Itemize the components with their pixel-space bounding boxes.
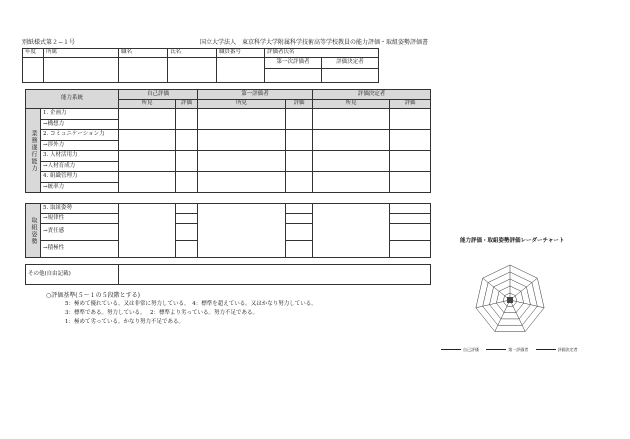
group-attitude: 取組姿勢: [26, 204, 41, 258]
decide-rating-cell[interactable]: [390, 151, 431, 172]
info-table: [22, 48, 379, 83]
decide-rating-cell[interactable]: [390, 109, 431, 130]
decide-rating-cell[interactable]: [390, 172, 431, 193]
evaluator-names-header: 評価者氏名: [265, 49, 379, 58]
ability-subitem: →渉外力: [41, 140, 119, 151]
decide-rating-cell[interactable]: [390, 214, 431, 224]
decide-rating-cell[interactable]: [390, 241, 431, 258]
radar-chart: [470, 262, 550, 342]
first-rating-header: 評価: [286, 100, 313, 109]
first-rating-cell[interactable]: [286, 214, 313, 224]
group-business-ability: 業務遂行能力: [26, 109, 41, 193]
radar-center: [507, 297, 513, 303]
self-remarks-header: 所見: [119, 100, 176, 109]
document-title: 国立大学法人 東京科学大学附属科学技術高等学校教員の能力評価・取組姿勢評価書: [200, 39, 429, 46]
other-table: [25, 264, 431, 285]
first-remarks-cell[interactable]: [198, 204, 286, 258]
chart-legend: [441, 346, 584, 353]
self-rating-cell[interactable]: [176, 214, 198, 224]
year-value[interactable]: [23, 58, 44, 83]
decide-rating-cell[interactable]: [390, 204, 431, 214]
first-eval-header: 第一評価者: [198, 90, 313, 100]
decide-eval-header: 評価決定者: [313, 90, 431, 100]
radar-grid: [476, 265, 544, 332]
decide-remarks-cell[interactable]: [313, 130, 390, 151]
position-value[interactable]: [119, 58, 168, 83]
decider-name[interactable]: [322, 69, 379, 83]
legend-item-decide: 評価決定者: [536, 347, 578, 353]
self-eval-header: 自己評価: [119, 90, 198, 100]
decide-remarks-cell[interactable]: [313, 172, 390, 193]
first-rating-cell[interactable]: [286, 224, 313, 241]
affiliation-value[interactable]: [44, 58, 119, 83]
self-rating-cell[interactable]: [176, 172, 198, 193]
attitude-subitem: →規律性: [41, 214, 119, 224]
attitude-item: 5. 取組姿勢: [41, 204, 119, 214]
decide-rating-cell[interactable]: [390, 224, 431, 241]
name-value[interactable]: [168, 58, 217, 83]
chart-title: 能力評価・取組姿勢評価レーダーチャート: [460, 238, 565, 244]
decide-remarks-cell[interactable]: [313, 109, 390, 130]
self-remarks-cell[interactable]: [119, 204, 176, 258]
ability-item: 4. 組織管理力: [41, 172, 119, 183]
staff-number-header: 職員番号: [217, 49, 265, 58]
first-rating-cell[interactable]: [286, 172, 313, 193]
ability-table: [25, 89, 431, 193]
self-remarks-cell[interactable]: [119, 172, 176, 193]
decide-remarks-cell[interactable]: [313, 151, 390, 172]
self-remarks-cell[interactable]: [119, 151, 176, 172]
ability-system-header: 能力系統: [26, 90, 119, 109]
ability-item: 1. 企画力: [41, 109, 119, 120]
decide-rating-header: 評価: [390, 100, 431, 109]
year-header: 年度: [23, 49, 44, 58]
ability-subitem: →統率力: [41, 182, 119, 193]
self-rating-cell[interactable]: [176, 151, 198, 172]
criteria-line-2: 3：標準である。努力している。 2：標準より劣っている。努力不足である。: [65, 310, 258, 316]
ability-subitem: →構想力: [41, 119, 119, 130]
form-number: 別紙様式第２−１号: [22, 39, 76, 46]
criteria-line-1: 5：極めて優れている。又は非常に努力している。 4：標準を超えている。又はかなり努力している。: [65, 301, 317, 307]
first-rating-cell[interactable]: [286, 151, 313, 172]
self-rating-header: 評価: [176, 100, 198, 109]
first-remarks-cell[interactable]: [198, 109, 286, 130]
first-rating-cell[interactable]: [286, 130, 313, 151]
decide-remarks-cell[interactable]: [313, 204, 390, 258]
self-rating-cell[interactable]: [176, 224, 198, 241]
name-header: 氏名: [168, 49, 217, 58]
self-remarks-cell[interactable]: [119, 130, 176, 151]
ability-subitem: →人材育成力: [41, 161, 119, 172]
self-rating-cell[interactable]: [176, 109, 198, 130]
ability-item: 3. 人材活用力: [41, 151, 119, 162]
criteria-line-3: 1：極めて劣っている。かなり努力不足である。: [65, 319, 185, 325]
first-evaluator-header: 第一次評価者: [265, 58, 322, 69]
first-evaluator-name[interactable]: [265, 69, 322, 83]
first-remarks-cell[interactable]: [198, 130, 286, 151]
decide-remarks-header: 所見: [313, 100, 390, 109]
first-rating-cell[interactable]: [286, 204, 313, 214]
first-remarks-cell[interactable]: [198, 151, 286, 172]
self-rating-cell[interactable]: [176, 241, 198, 258]
other-free-text[interactable]: [119, 265, 431, 285]
attitude-table: [25, 203, 431, 258]
ability-item: 2. コミュニケーション力: [41, 130, 119, 141]
legend-item-first: 第一評価者: [486, 347, 528, 353]
first-remarks-header: 所見: [198, 100, 286, 109]
other-label: その他(自由記載): [26, 265, 119, 285]
first-rating-cell[interactable]: [286, 241, 313, 258]
decider-header: 評価決定者: [322, 58, 379, 69]
self-rating-cell[interactable]: [176, 130, 198, 151]
radar-axis: [495, 300, 510, 332]
radar-axis: [510, 300, 525, 332]
affiliation-header: 所属: [44, 49, 119, 58]
first-remarks-cell[interactable]: [198, 172, 286, 193]
self-rating-cell[interactable]: [176, 204, 198, 214]
first-rating-cell[interactable]: [286, 109, 313, 130]
attitude-subitem: →責任感: [41, 224, 119, 241]
legend-item-self: 自己評価: [441, 347, 479, 353]
attitude-subitem: →積極性: [41, 241, 119, 258]
decide-rating-cell[interactable]: [390, 130, 431, 151]
position-header: 職名: [119, 49, 168, 58]
self-remarks-cell[interactable]: [119, 109, 176, 130]
criteria-title: ○評価基準(５〜１の５段階とする): [46, 292, 140, 299]
staff-number-value[interactable]: [217, 58, 265, 83]
